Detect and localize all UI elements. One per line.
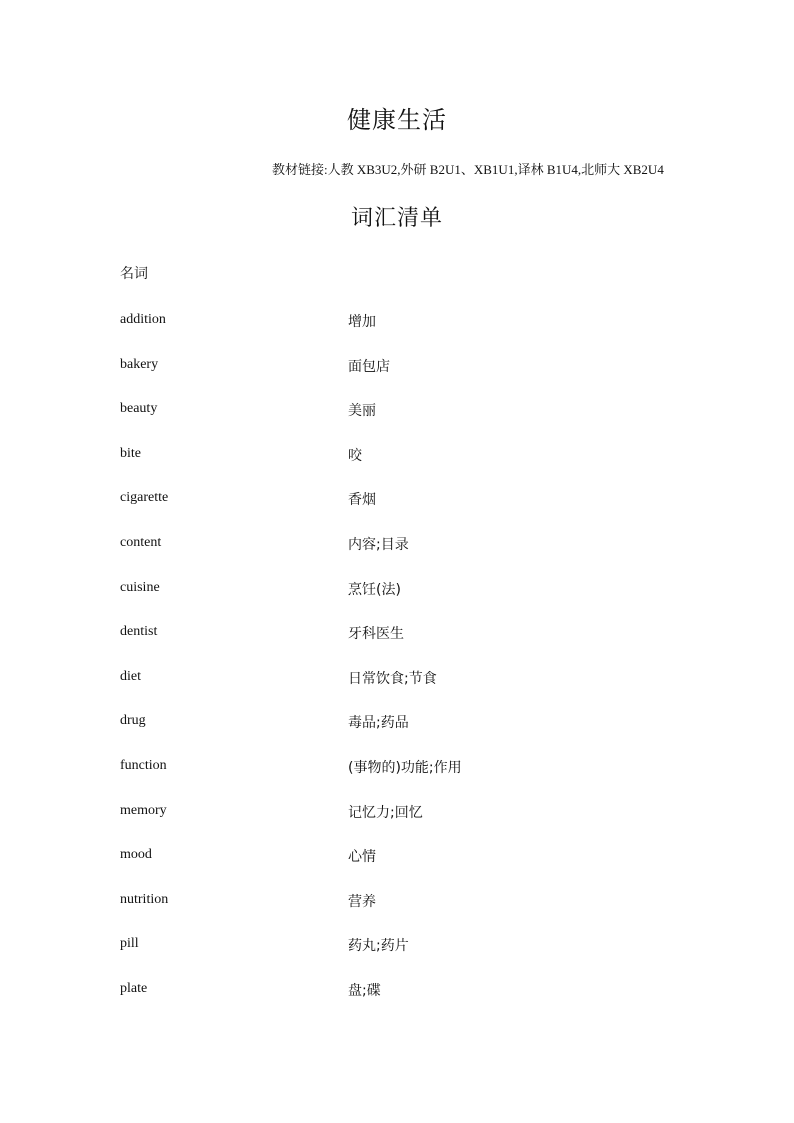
vocab-row <box>0 803 794 827</box>
vocab-meaning: 盘;碟 <box>348 983 381 999</box>
vocab-row <box>0 535 794 559</box>
vocab-word: memory <box>120 802 167 818</box>
vocab-word: beauty <box>120 401 158 417</box>
vocab-meaning: 美丽 <box>348 403 376 420</box>
vocab-word: diet <box>120 668 141 684</box>
vocab-row <box>0 490 794 514</box>
vocab-row <box>0 981 794 1005</box>
page-title: 健康生活 <box>347 106 447 134</box>
vocab-meaning: 记忆力;回忆 <box>348 804 423 821</box>
vocab-meaning: 面包店 <box>348 358 390 375</box>
vocab-row <box>0 758 794 782</box>
vocab-row <box>0 357 794 381</box>
vocab-word: pill <box>120 936 139 952</box>
vocab-row <box>0 624 794 648</box>
vocab-meaning: 心情 <box>348 849 376 866</box>
vocab-row <box>0 936 794 960</box>
vocab-row <box>0 312 794 336</box>
vocab-word: bakery <box>120 356 159 372</box>
vocab-word: plate <box>120 981 148 996</box>
vocab-word: cuisine <box>120 579 160 595</box>
vocab-meaning: 药丸;药片 <box>348 938 409 955</box>
section-title: 词汇清单 <box>350 206 443 231</box>
vocab-meaning: (事物的)功能;作用 <box>348 760 462 776</box>
vocab-row <box>0 713 794 737</box>
vocab-row <box>0 892 794 916</box>
vocab-word: cigarette <box>120 490 169 506</box>
vocab-meaning: 烹饪(法) <box>348 581 401 598</box>
vocab-meaning: 营养 <box>348 893 376 910</box>
vocab-row <box>0 401 794 425</box>
vocab-meaning: 毒品;药品 <box>348 715 409 732</box>
vocab-row <box>0 669 794 693</box>
vocab-word: dentist <box>120 624 158 640</box>
vocab-word: mood <box>120 847 152 863</box>
vocab-word: drug <box>120 713 146 729</box>
textbook-link-line: 教材链接:人教 XB3U2,外研 B2U1、XB1U1,译林 B1U4,北师大 XB2U4 <box>272 162 664 177</box>
vocab-row <box>0 446 794 470</box>
vocab-meaning: 增加 <box>348 314 376 330</box>
vocab-row <box>0 580 794 604</box>
vocab-meaning: 日常饮食;节食 <box>348 670 437 687</box>
vocab-word: nutrition <box>120 891 169 907</box>
vocab-word: function <box>120 758 167 773</box>
vocab-meaning: 牙科医生 <box>348 626 404 643</box>
vocab-meaning: 咬 <box>348 447 362 464</box>
vocab-row <box>0 847 794 871</box>
vocab-word: bite <box>120 445 141 461</box>
category-label: 名词 <box>120 266 148 282</box>
vocab-word: content <box>120 535 162 550</box>
vocab-meaning: 香烟 <box>348 492 376 509</box>
vocab-word: addition <box>120 312 166 327</box>
vocab-meaning: 内容;目录 <box>348 537 409 553</box>
